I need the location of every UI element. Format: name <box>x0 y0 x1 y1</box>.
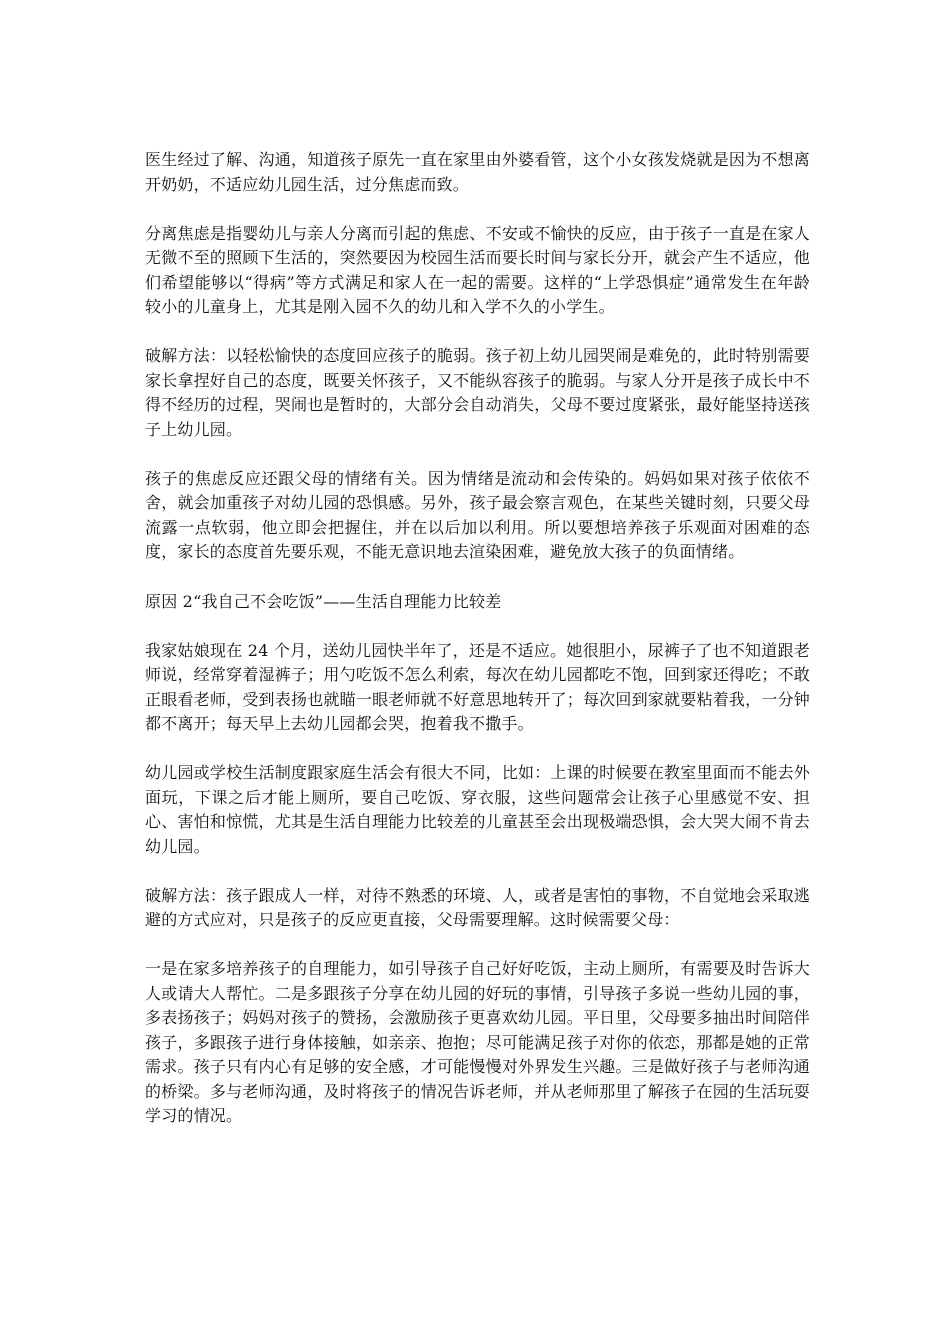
paragraph-kindergarten-rules: 幼儿园或学校生活制度跟家庭生活会有很大不同，比如：上课的时候要在教室里面而不能去外面玩，下课之后才能上厕所，要自己吃饭、穿衣服，这些问题常会让孩子心里感觉不安、担心、害怕和惊慌，尤其是生活自理能力比较差的儿童甚至会出现极端恐惧，会大哭大闹不肯去幼儿园。 <box>145 763 810 856</box>
paragraph-separation-anxiety: 分离焦虑是指婴幼儿与亲人分离而引起的焦虑、不安或不愉快的反应，由于孩子一直是在家人无微不至的照顾下生活的，突然要因为校园生活而要长时间与家长分开，就会产生不适应，他们希望能够以“得病”等方式满足和家人在一起的需要。这样的“上学恐惧症”通常发生在年龄较小的儿童身上，尤其是刚入园不久的幼儿和入学不久的小学生。 <box>145 223 810 316</box>
paragraph-parent-case: 我家姑娘现在 24 个月，送幼儿园快半年了，还是不适应。她很胆小，尿裤子了也不知道跟老师说，经常穿着湿裤子；用勺吃饭不怎么利索，每次在幼儿园都吃不饱，回到家还得吃；不敢正眼看老师，受到表扬也就瞄一眼老师就不好意思地转开了；每次回到家就要粘着我，一分钟都不离开；每天早上去幼儿园都会哭，抱着我不撒手。 <box>145 640 810 733</box>
paragraph-parent-emotion: 孩子的焦虑反应还跟父母的情绪有关。因为情绪是流动和会传染的。妈妈如果对孩子依依不舍，就会加重孩子对幼儿园的恐惧感。另外，孩子最会察言观色，在某些关键时刻，只要父母流露一点软弱，他立即会把握住，并在以后加以利用。所以要想培养孩子乐观面对困难的态度，家长的态度首先要乐观，不能无意识地去渲染困难，避免放大孩子的负面情绪。 <box>145 468 810 561</box>
paragraph-doctor-explanation: 医生经过了解、沟通，知道孩子原先一直在家里由外婆看管，这个小女孩发烧就是因为不想离开奶奶，不适应幼儿园生活，过分焦虑而致。 <box>145 150 810 194</box>
paragraph-parent-advice: 一是在家多培养孩子的自理能力，如引导孩子自己好好吃饭，主动上厕所，有需要及时告诉大人或请大人帮忙。二是多跟孩子分享在幼儿园的好玩的事情，引导孩子多说一些幼儿园的事，多表扬孩子；妈妈对孩子的赞扬，会激励孩子更喜欢幼儿园。平日里，父母要多抽出时间陪伴孩子，多跟孩子进行身体接触，如亲亲、抱抱；尽可能满足孩子对你的依恋，那都是她的正常需求。孩子只有内心有足够的安全感，才可能慢慢对外界发生兴趣。三是做好孩子与老师沟通的桥梁。多与老师沟通，及时将孩子的情况告诉老师，并从老师那里了解孩子在园的生活玩耍学习的情况。 <box>145 959 810 1125</box>
section-heading-reason-2: 原因 2“我自己不会吃饭”——生活自理能力比较差 <box>145 591 502 611</box>
document-body <box>145 148 810 1153</box>
paragraph-solution-2: 破解方法：孩子跟成人一样，对待不熟悉的环境、人，或者是害怕的事物，不自觉地会采取逃避的方式应对，只是孩子的反应更直接，父母需要理解。这时候需要父母： <box>145 885 810 929</box>
paragraph-solution-1: 破解方法：以轻松愉快的态度回应孩子的脆弱。孩子初上幼儿园哭闹是难免的，此时特别需要家长拿捏好自己的态度，既要关怀孩子，又不能纵容孩子的脆弱。与家人分开是孩子成长中不得不经历的过程，哭闹也是暂时的，大部分会自动消失，父母不要过度紧张，最好能坚持送孩子上幼儿园。 <box>145 346 810 439</box>
